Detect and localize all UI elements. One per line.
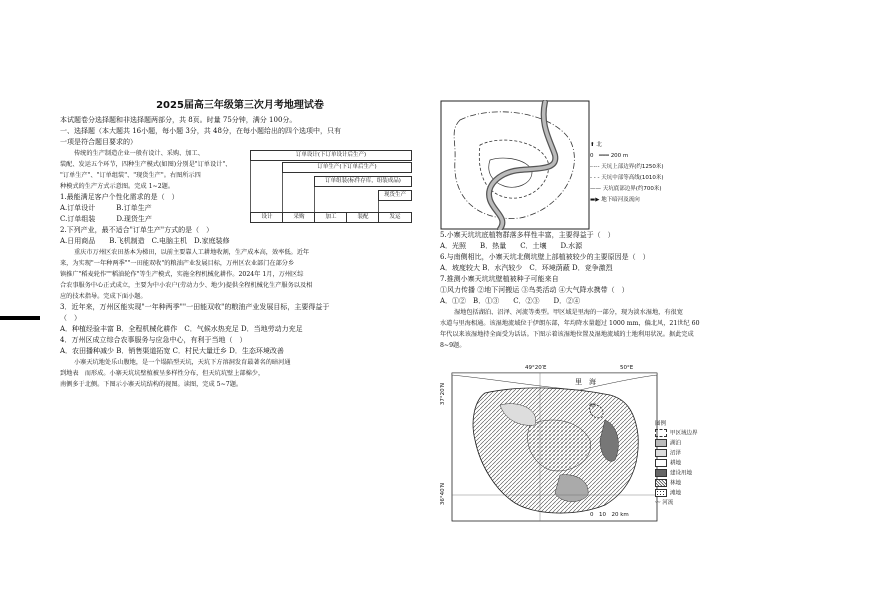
legend-label: 耕地 (670, 460, 682, 467)
legend-item (655, 459, 715, 469)
question-4-options: A．农田播种减少 B．销售渠道拓宽 C．村民大量迁乡 D．生态环境改善 (60, 347, 284, 355)
legend-label: 天坑上部边界(约1250米) (601, 164, 664, 170)
question-2-options: A.日用商品 B.飞机制造 C.电脑主机 D.家庭装修 (60, 237, 230, 245)
exam-title: 2025届高三年级第三次月考地理试卷 (156, 100, 324, 111)
passage-line: 来，为实现"一年种两季""一田能双收"的粮油产业发展目标，万州区农业部门在部分乡 (60, 260, 295, 267)
passage-line: 湿地包括湖泊、沼泽、河流等类型。甲区域是里海的一部分，现为淡水湿地，有很宽 (454, 309, 683, 316)
passage-line: 应的技术指导。完成下面小题。 (60, 293, 147, 300)
margin-mark (0, 316, 40, 320)
legend-label: 甲区域边界 (670, 430, 698, 437)
wetland-legend (655, 420, 715, 508)
question-4: 4．万州区成立综合农事服务与应急中心，有利于当地（ ） (60, 336, 247, 344)
passage-line: 年代以来该湿地持全面受为话话。下图示着该湿地位置及湿地流域的土地利用状况。据此完成 (440, 331, 694, 338)
row-order-produce: 订单生产(下订单后生产) (282, 162, 412, 173)
passage-line: 重庆市万州区农田基本为梯田，以前主要靠人工耕地收割，生产成本高，效率低。近年 (74, 249, 310, 256)
row-stock-produce: 现货生产 (378, 190, 412, 201)
left-column (60, 100, 420, 390)
question-1-options: A.订单设计 B.订单生产 (60, 204, 152, 212)
legend-item: -·-·- 天坑上部边界(约1250米) (590, 164, 664, 170)
passage-line: 装配、发运五个环节，四种生产模式(如图)分别是"订单设计"、 (60, 161, 232, 168)
sinkhole-map-svg (440, 100, 590, 230)
legend-item (655, 499, 715, 508)
longitude-label: 49°20′E (525, 365, 547, 371)
scale-zero: 0 (590, 153, 594, 159)
passage-line: 水道与里海相通。该湿地流域位于伊朗东部，年均降水量超过 1000 mm，偏北风，21世纪 60 (440, 320, 700, 327)
legend-swatch (655, 429, 667, 437)
question-7: 7.推测小寨天坑坑壁植被种子可能来自 (440, 275, 559, 283)
wetland-map (440, 365, 670, 525)
legend-label: 地下暗河及流向 (601, 197, 640, 203)
longitude-label: 50°E (620, 365, 634, 371)
legend-item: —— 天坑底部边界(约700米) (590, 186, 662, 192)
step-box: 采购 (282, 212, 316, 223)
question-7-answers: A．①② B．①③ C．②③ D．②④ (440, 297, 581, 305)
map-scale: 0 10 20 km (590, 512, 629, 518)
question-7-options: ①风力传播 ②地下河搬运 ③鸟类活动 ④大气降水携带（ ） (440, 286, 629, 294)
question-2: 2.下列产业，最不适合"订单生产"方式的是（ ） (60, 226, 214, 234)
map-scale: 0 ━━━ 200 m (590, 153, 629, 159)
legend-label: 建设用地 (670, 470, 693, 477)
latitude-label: 36°40′N (440, 483, 446, 506)
production-mode-diagram (250, 150, 412, 225)
intro-line: 一、选择题（本大题共 16小题，每小题 3分，共 48分，在每小题给出的四个选项中，只有 (60, 127, 341, 135)
question-5: 5.小寨天坑坑底植物群落多样性丰富，主要得益于（ ） (440, 231, 615, 239)
passage-line: 传统的生产制造企业一般有设计、采购、加工、 (74, 150, 204, 157)
intro-line: 一项是符合题目要求的） (60, 138, 137, 146)
legend-label: 沼泽 (670, 450, 682, 457)
legend-label: 湖泊 (670, 440, 682, 447)
latitude-label: 37°20′N (440, 383, 446, 406)
passage-line: 到地表 而形成。小寨天坑坑壁植被呈多样性分布，但天坑坑壁上部棉少， (60, 370, 265, 377)
step-box: 发运 (378, 212, 412, 223)
question-5-options: A．光照 B．热量 C．土壤 D.水源 (440, 242, 583, 250)
passage-line: 种模式的生产方式示意图。完成 1~2题。 (60, 183, 175, 190)
step-box: 设计 (250, 212, 284, 223)
passage-line: 小寨天坑地处乐山腹地，是一个塌陷型天坑，天坑下方溶洞发育最著名的暗河通 (74, 359, 291, 366)
legend-item (655, 489, 715, 499)
legend-label: 河流 (662, 499, 674, 506)
passage-line: 镇推广"稻麦轮作""稻油轮作"等生产模式，实施全程机械化耕作。2024年 1月，万州区综 (60, 271, 304, 278)
right-column (440, 230, 810, 351)
legend-label: 滩地 (670, 490, 682, 497)
legend-item: ▬▶ 地下暗河及流向 (590, 197, 640, 203)
intro-line: 本试题卷分选择题和非选择题两部分，共 8页。时量 75分钟，满分 100分。 (60, 116, 297, 124)
legend-label: 林地 (670, 480, 682, 487)
sinkhole-legend (590, 140, 710, 206)
legend-item (655, 449, 715, 459)
question-3: 3．近年来，万州区能实现"一年种两季""一田能双收"的粮油产业发展目标，主要得益于 (60, 303, 330, 311)
scale-label: 200 m (610, 153, 629, 159)
legend-item (655, 479, 715, 489)
question-6-options: A．坡度较大 B．水汽较少 C．环境荫蔽 D．竞争激烈 (440, 264, 613, 272)
legend-swatch (655, 449, 667, 457)
legend-item (655, 429, 715, 439)
legend-swatch (655, 469, 667, 477)
north-arrow-icon: ⬆ (590, 142, 595, 148)
region-label: 甲 (590, 403, 597, 410)
river-icon: 〰 (655, 499, 663, 506)
step-box: 加工 (314, 212, 348, 223)
legend-item (655, 469, 715, 479)
legend-label: 天坑中部等高线(1010米) (601, 175, 664, 181)
sinkhole-map (440, 100, 590, 230)
legend-title: 图例 (655, 421, 667, 427)
question-6: 6.与南侧相比，小寨天坑北侧坑壁上部植被较少的主要原因是（ ） (440, 253, 650, 261)
legend-swatch (655, 439, 667, 447)
question-3-options: A．种植经验丰富 B．全程机械化耕作 C．气候水热充足 D．当地劳动力充足 (60, 325, 303, 333)
row-order-design: 订单设计(下订单设计后生产) (250, 150, 412, 161)
wetland-map-svg (440, 365, 670, 525)
question-1: 1.最能满足客户个性化需求的是（ ） (60, 193, 179, 201)
legend-swatch (655, 489, 667, 497)
passage-line: 合农事服务中心正式成立，主要为中小农户(劳动力少、地少)提供全程机械化生产服务以及相 (60, 282, 313, 289)
step-box: 装配 (346, 212, 380, 223)
legend-swatch (655, 459, 667, 467)
north-label: 北 (596, 142, 602, 148)
north-arrow (590, 140, 710, 151)
question-3-paren: （ ） (60, 314, 81, 322)
legend-item: - - - 天坑中部等高线(1010米) (590, 175, 664, 181)
passage-line: 南侧多于北侧。下图示小寨天坑结构的视图。读图，完成 5~7题。 (60, 381, 243, 388)
legend-label: 天坑底部边界(约700米) (602, 186, 662, 192)
sea-label: 里 海 (575, 378, 596, 386)
passage-line: 8~9题。 (440, 342, 466, 349)
question-1-options: C.订单组装 D.现货生产 (60, 215, 152, 223)
row-order-assemble: 订单组装(标件存库，组装成品) (314, 176, 412, 187)
legend-swatch (655, 479, 667, 487)
legend-item (655, 439, 715, 449)
passage-line: "订单生产"、"订单组装"、"现货生产"。右图所示四 (60, 172, 201, 179)
